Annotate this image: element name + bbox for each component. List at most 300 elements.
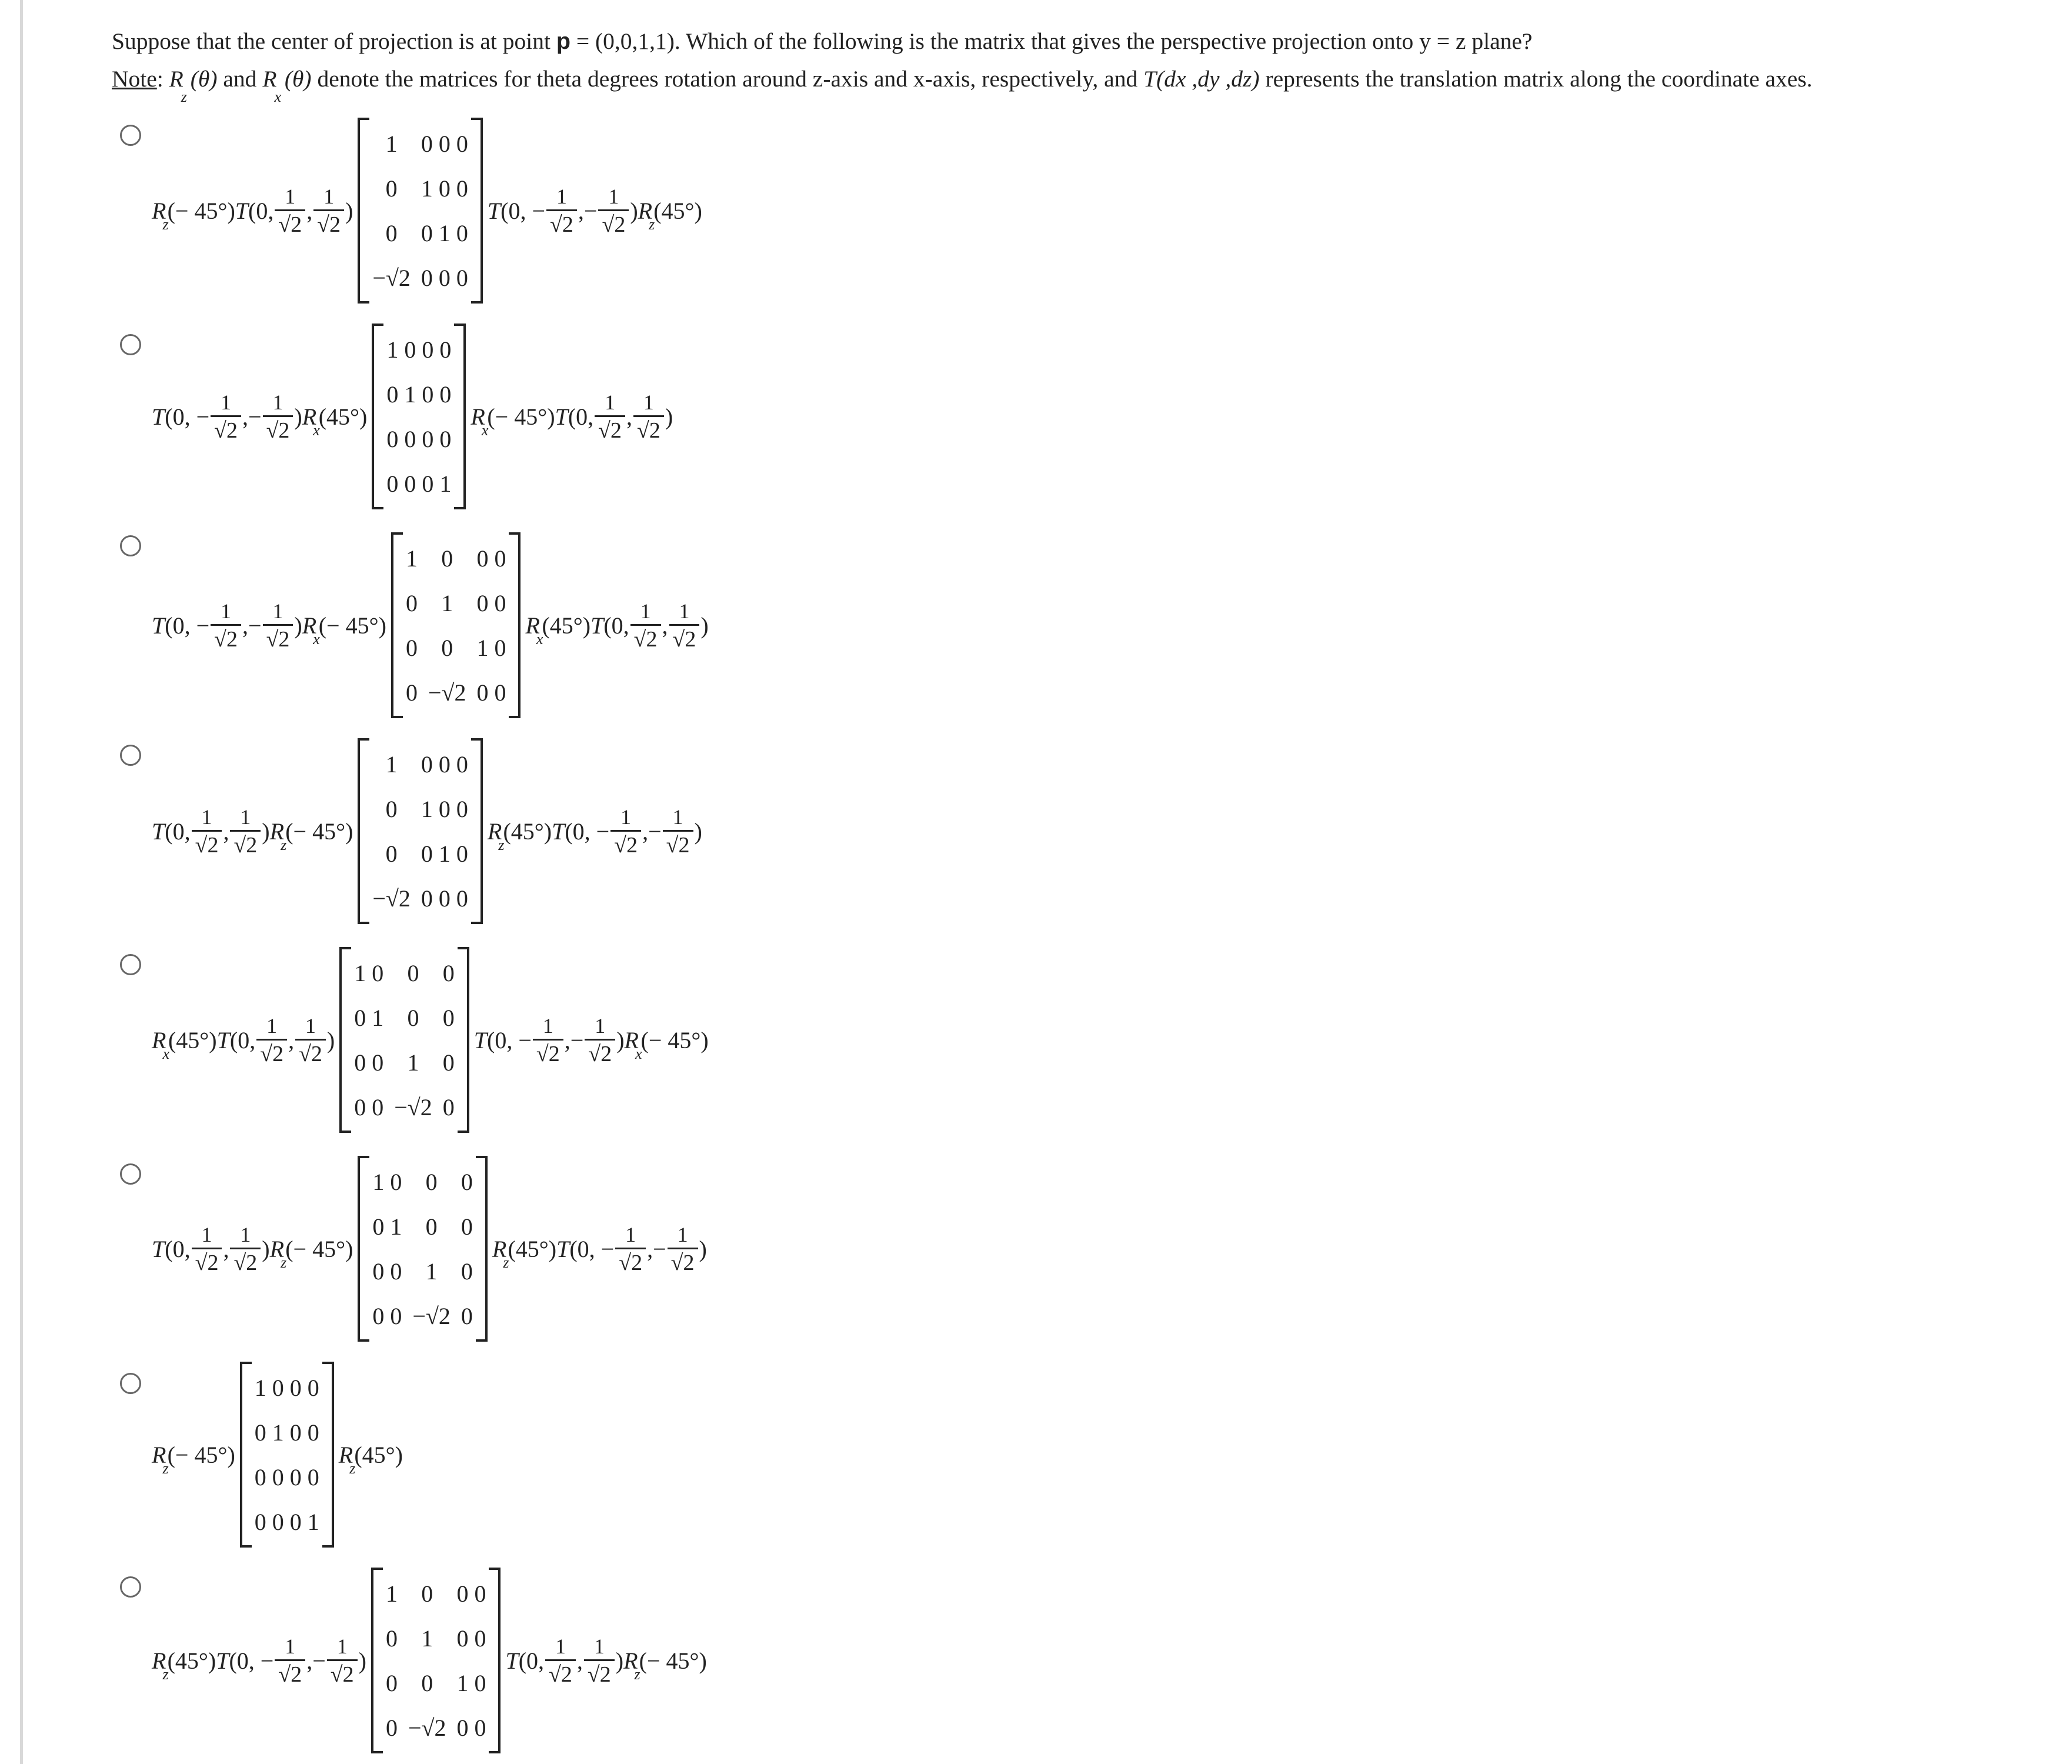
option-expression-b	[152, 324, 673, 509]
rotation-axis-subscript: x	[162, 1045, 169, 1062]
minus-sign: −	[583, 197, 598, 224]
option-radio-e[interactable]	[120, 954, 141, 975]
question-note-line: Note: Rz (θ) and Rx (θ) denote the matrices for theta degrees rotation around z-axis and x-axis, respectively, and T(dx ,dy ,dz) represents the translation matrix along the coordinate axes.	[112, 66, 1813, 105]
matrix-cell: 0 0 0	[421, 264, 468, 291]
translation-term	[556, 1222, 707, 1276]
expression-row	[152, 532, 709, 718]
fraction-denominator	[192, 830, 222, 859]
option-expression-f	[152, 1156, 707, 1342]
rotation-term	[492, 1235, 557, 1271]
rotation-term	[623, 1647, 707, 1683]
fraction-numerator: 1	[266, 1013, 278, 1038]
rotation-axis-subscript: z	[162, 1460, 169, 1477]
rotation-angle: (45°)	[318, 403, 368, 430]
fraction	[295, 1013, 326, 1068]
fraction	[275, 184, 305, 238]
sqrt-radicand: 2	[291, 1662, 302, 1687]
expression-row	[152, 1568, 707, 1753]
rotation-axis-subscript: x	[313, 631, 320, 648]
matrix-cell: 1 0 0	[421, 795, 468, 822]
rotation-symbol: R	[302, 403, 317, 430]
rotation-angle: (45°)	[168, 1026, 217, 1053]
fraction-denominator	[275, 1659, 305, 1688]
fraction	[230, 804, 261, 859]
matrix-cell: −√2	[408, 1714, 446, 1741]
option-expression-a	[152, 118, 702, 304]
rotation-angle: (− 45°)	[640, 1026, 709, 1053]
matrix-cell: 1	[421, 1625, 433, 1652]
fraction-wrap	[614, 1222, 647, 1276]
fraction	[633, 389, 664, 444]
translation-term	[216, 1633, 366, 1688]
fraction	[327, 1633, 358, 1688]
translation-open: (0,	[165, 818, 191, 845]
fraction-denominator	[295, 1039, 326, 1068]
matrix-cell: 0 0 0	[421, 751, 468, 778]
left-border	[20, 0, 23, 1764]
note-label: Note	[112, 66, 157, 92]
matrix-row	[367, 121, 473, 166]
rotation-term	[302, 403, 368, 439]
matrix-cell: 0 0 0 0	[386, 425, 452, 452]
matrix-row	[367, 1249, 478, 1293]
matrix-cell: 0	[425, 1213, 438, 1240]
matrix-cell: 0 0	[354, 1093, 384, 1121]
matrix-table	[381, 327, 456, 506]
sqrt-radicand: 2	[278, 626, 290, 652]
fraction-wrap	[570, 1013, 616, 1068]
translation-term	[488, 184, 638, 238]
fraction-wrap	[209, 389, 242, 444]
matrix-cell: 0 0	[476, 679, 506, 706]
rotation-symbol: R	[624, 1026, 639, 1053]
sqrt-radicand: 2	[646, 626, 658, 652]
option-expression-g	[152, 1362, 403, 1548]
matrix-cell: 1	[407, 1049, 419, 1076]
matrix-table	[249, 1365, 325, 1544]
translation-close: )	[694, 818, 702, 845]
fraction-numerator: 1	[620, 805, 632, 829]
fraction-numerator: 1	[542, 1013, 553, 1038]
matrix-table	[349, 951, 460, 1129]
matrix-cell: 1	[385, 130, 398, 157]
translation-open: (0,	[568, 403, 594, 430]
fraction-wrap	[255, 1013, 288, 1068]
rotation-angle: (− 45°)	[285, 818, 353, 845]
matrix-row	[381, 461, 456, 506]
projection-matrix	[358, 118, 483, 304]
sqrt-sign: √	[214, 418, 226, 443]
matrix-row	[349, 1085, 460, 1129]
sqrt-radicand: 2	[626, 832, 638, 858]
translation-symbol: T	[152, 403, 165, 430]
matrix-row	[381, 1571, 492, 1616]
fraction-numerator: 1	[640, 599, 651, 623]
matrix-row	[367, 831, 473, 876]
projection-matrix	[358, 738, 483, 924]
fraction-wrap	[229, 804, 262, 859]
fraction	[584, 1633, 615, 1688]
rotation-angle: (45°)	[354, 1441, 403, 1468]
minus-sign: −	[570, 1026, 584, 1053]
comma: ,	[223, 818, 229, 845]
question-text	[112, 22, 1813, 105]
expression-row	[152, 1156, 707, 1342]
matrix-cell: −√2	[372, 885, 411, 912]
fraction-denominator	[585, 1039, 615, 1068]
sqrt-sign: √	[195, 1250, 208, 1275]
matrix-table	[367, 121, 473, 300]
rotation-angle: (− 45°)	[318, 612, 386, 639]
minus-sign: −	[648, 818, 662, 845]
rotation-symbol: R	[487, 818, 502, 845]
rotation-axis-subscript: z	[349, 1460, 356, 1477]
matrix-cell: −√2	[394, 1093, 432, 1121]
fraction-numerator: 1	[672, 805, 683, 829]
matrix-cell: 1	[385, 751, 398, 778]
translation-symbol: T	[556, 1235, 570, 1262]
sqrt-radicand: 2	[226, 418, 238, 443]
matrix-cell: 0 0	[456, 1714, 486, 1741]
rotation-axis-subscript: z	[498, 836, 505, 853]
fraction-denominator	[615, 1248, 646, 1276]
matrix-table	[367, 1159, 478, 1338]
fraction-denominator	[192, 1248, 222, 1276]
matrix-cell: 0	[385, 1714, 398, 1741]
comma: ,	[223, 1235, 229, 1262]
fraction-numerator: 1	[336, 1634, 348, 1658]
matrix-cell: 0 0	[476, 589, 506, 616]
fraction-denominator	[275, 209, 305, 238]
fraction-numerator: 1	[221, 599, 232, 623]
translation-close: )	[616, 1026, 625, 1053]
fraction-numerator: 1	[240, 1222, 251, 1246]
fraction-wrap	[312, 184, 345, 238]
fraction-numerator: 1	[285, 184, 296, 208]
option-expression-e	[152, 947, 709, 1133]
fraction-denominator	[230, 830, 261, 859]
option-radio-h[interactable]	[120, 1576, 141, 1598]
translation-symbol: T	[487, 197, 501, 224]
comma: ,	[306, 1647, 313, 1674]
fraction	[630, 598, 661, 653]
fraction-wrap	[248, 598, 294, 653]
matrix-cell: 0	[441, 545, 453, 572]
rotation-angle: (− 45°)	[285, 1235, 353, 1262]
matrix-cell: 0	[407, 1004, 419, 1031]
sqrt-radicand: 2	[329, 212, 341, 237]
fraction-wrap	[629, 598, 662, 653]
fraction	[533, 1013, 563, 1068]
translation-symbol: T	[152, 1235, 165, 1262]
sqrt-sign: √	[260, 1041, 273, 1066]
expression-row	[152, 947, 709, 1133]
fraction	[211, 389, 241, 444]
matrix-cell: 0 0	[456, 1580, 486, 1607]
matrix-cell: 0	[385, 219, 398, 246]
fraction-denominator	[263, 415, 293, 444]
fraction-denominator	[663, 830, 693, 859]
matrix-cell: 0 0	[372, 1302, 402, 1329]
translation-close: )	[262, 1235, 270, 1262]
fraction-denominator	[584, 1659, 615, 1688]
comma: ,	[242, 612, 248, 639]
translation-term	[152, 598, 302, 653]
projection-matrix	[371, 1568, 501, 1753]
rotation-axis-subscript: z	[162, 1666, 169, 1683]
rotation-symbol: R	[152, 197, 166, 224]
projection-matrix	[358, 1156, 488, 1342]
matrix-cell: 1 0 0	[421, 175, 468, 202]
fraction	[263, 598, 293, 653]
fraction-wrap	[191, 804, 223, 859]
matrix-cell: 0 0	[456, 1625, 486, 1652]
matrix-row	[367, 166, 473, 211]
sqrt-sign: √	[266, 626, 279, 652]
sqrt-sign: √	[550, 212, 562, 237]
fraction-denominator	[630, 624, 661, 653]
translation-open: (0,	[229, 1026, 256, 1053]
sqrt-radicand: 2	[649, 418, 660, 443]
sqrt-sign: √	[233, 832, 246, 858]
fraction-numerator: 1	[679, 599, 690, 623]
option-radio-d[interactable]	[120, 745, 141, 766]
fraction	[668, 1222, 698, 1276]
matrix-cell: 0	[441, 634, 453, 661]
matrix-cell: 0 0 0	[421, 885, 468, 912]
matrix-row	[381, 1705, 492, 1750]
fraction-wrap	[273, 184, 306, 238]
fraction-denominator	[595, 415, 625, 444]
matrix-cell: 0	[461, 1213, 473, 1240]
matrix-cell: 0 0 0 1	[254, 1508, 319, 1535]
matrix-cell: 0	[405, 679, 418, 706]
projection-matrix	[372, 324, 466, 509]
fraction	[263, 389, 293, 444]
translation-close: )	[700, 612, 709, 639]
matrix-cell: 0	[425, 1168, 438, 1195]
minus-sign: −	[312, 1647, 326, 1674]
matrix-row	[401, 670, 512, 715]
sqrt-radicand: 2	[246, 1250, 258, 1275]
option-radio-g[interactable]	[120, 1373, 141, 1394]
fraction-numerator: 1	[593, 1634, 605, 1658]
sqrt-sign: √	[214, 626, 226, 652]
matrix-row	[381, 1660, 492, 1705]
fraction-wrap	[209, 598, 242, 653]
fraction-numerator: 1	[625, 1222, 636, 1246]
rotation-term	[152, 1647, 216, 1683]
translation-open: (0,	[165, 1235, 191, 1262]
translation-open: (0, −	[501, 197, 546, 224]
rotation-symbol: R	[492, 1235, 507, 1262]
rotation-angle: (− 45°)	[639, 1647, 707, 1674]
fraction-wrap	[248, 389, 294, 444]
option-radio-b[interactable]	[120, 334, 141, 355]
fraction	[192, 804, 222, 859]
rotation-axis-subscript: z	[634, 1666, 640, 1683]
comma: ,	[642, 818, 649, 845]
sqrt-sign: √	[278, 212, 291, 237]
fraction-denominator	[313, 209, 344, 238]
matrix-cell: 0 0	[476, 545, 506, 572]
fraction	[256, 1013, 287, 1068]
matrix-row	[367, 786, 473, 831]
sqrt-radicand: 2	[278, 418, 290, 443]
matrix-row	[349, 995, 460, 1040]
sqrt-radicand: 2	[311, 1041, 322, 1066]
rotation-symbol: R	[623, 1647, 638, 1674]
expression-row	[152, 324, 673, 509]
matrix-row	[367, 1159, 478, 1204]
fraction	[669, 598, 700, 653]
fraction	[598, 184, 629, 238]
translation-close: )	[665, 403, 673, 430]
matrix-cell: 0	[421, 1669, 433, 1696]
rotation-axis-subscript: z	[649, 216, 655, 233]
translation-symbol: T	[555, 403, 568, 430]
translation-close: )	[699, 1235, 707, 1262]
option-expression-d	[152, 738, 702, 924]
matrix-cell: 0 1	[354, 1004, 384, 1031]
fraction-numerator: 1	[285, 1634, 296, 1658]
matrix-row	[249, 1365, 325, 1410]
fraction-denominator	[610, 830, 641, 859]
fraction-wrap	[532, 1013, 565, 1068]
sqrt-sign: √	[602, 212, 615, 237]
fraction	[615, 1222, 646, 1276]
rotation-term	[338, 1441, 403, 1477]
comma: ,	[647, 1235, 653, 1262]
translation-symbol: T	[152, 612, 165, 639]
matrix-cell: 0	[385, 1625, 398, 1652]
fraction-denominator	[545, 1659, 576, 1688]
matrix-cell: 1 0	[372, 1168, 402, 1195]
translation-term	[474, 1013, 625, 1068]
translation-symbol: T	[216, 1026, 230, 1053]
matrix-row	[367, 1204, 478, 1249]
matrix-cell: 0 0	[372, 1258, 402, 1285]
matrix-cell: 0	[442, 1093, 455, 1121]
fraction-numerator: 1	[323, 184, 335, 208]
sqrt-sign: √	[536, 1041, 549, 1066]
matrix-cell: 0	[385, 840, 398, 867]
comma: ,	[662, 612, 668, 639]
translation-symbol: T	[216, 1647, 229, 1674]
fraction-denominator	[598, 209, 629, 238]
matrix-cell: 0 1 0 0	[386, 381, 452, 408]
rotation-angle: (− 45°)	[167, 197, 235, 224]
sqrt-sign: √	[672, 626, 685, 652]
fraction-numerator: 1	[305, 1013, 316, 1038]
option-radio-f[interactable]	[120, 1163, 141, 1185]
fraction-wrap	[312, 1633, 358, 1688]
rotation-term	[302, 612, 386, 648]
option-radio-a[interactable]	[120, 125, 141, 146]
sqrt-radicand: 2	[600, 1041, 612, 1066]
matrix-cell: 0	[461, 1168, 473, 1195]
matrix-cell: 0 1 0	[421, 219, 468, 246]
matrix-row	[401, 536, 512, 581]
sqrt-radicand: 2	[610, 418, 622, 443]
fraction-numerator: 1	[221, 390, 232, 414]
fraction	[663, 804, 693, 859]
rotation-axis-subscript: z	[503, 1254, 509, 1271]
rotation-term	[269, 1235, 353, 1271]
fraction-wrap	[609, 804, 642, 859]
expression-row	[152, 1362, 403, 1548]
matrix-row	[367, 742, 473, 786]
matrix-row	[349, 1040, 460, 1085]
comma: ,	[578, 197, 584, 224]
comma: ,	[288, 1026, 295, 1053]
matrix-row	[381, 327, 456, 372]
matrix-cell: 0 0 0 0	[254, 1463, 319, 1490]
rotation-axis-subscript: x	[481, 422, 489, 439]
rotation-term	[152, 197, 235, 233]
sqrt-radicand: 2	[226, 626, 238, 652]
rotation-term	[525, 612, 591, 648]
fraction-denominator	[633, 415, 664, 444]
projection-matrix	[339, 947, 469, 1133]
translation-symbol: T	[552, 818, 565, 845]
matrix-table	[401, 536, 512, 715]
option-radio-c[interactable]	[120, 535, 141, 556]
sqrt-sign: √	[670, 1250, 683, 1275]
rotation-term	[624, 1026, 709, 1062]
option-expression-c	[152, 532, 709, 718]
fraction-denominator	[256, 1039, 287, 1068]
rotation-term	[152, 1441, 235, 1477]
translation-open: (0,	[518, 1647, 545, 1674]
translation-close: )	[345, 197, 353, 224]
question-line-1: Suppose that the center of projection is at point p = (0,0,1,1). Which of the following is the matrix that gives the perspective projection onto y = z plane?	[112, 28, 1533, 54]
fraction	[192, 1222, 222, 1276]
matrix-cell: 0 0	[354, 1049, 384, 1076]
minus-sign: −	[248, 403, 262, 430]
translation-term	[152, 804, 270, 859]
sqrt-radicand: 2	[207, 832, 219, 858]
matrix-table	[367, 742, 473, 921]
translation-term	[555, 389, 673, 444]
rotation-term	[152, 1026, 217, 1062]
fraction-wrap	[191, 1222, 223, 1276]
matrix-cell: 1	[425, 1258, 438, 1285]
rotation-axis-subscript: x	[635, 1045, 642, 1062]
matrix-cell: 1	[385, 1580, 398, 1607]
sqrt-radicand: 2	[207, 1250, 219, 1275]
rotation-symbol: R	[471, 403, 485, 430]
translation-symbol: T	[152, 818, 165, 845]
matrix-cell: 1 0	[476, 634, 506, 661]
projection-matrix	[240, 1362, 334, 1548]
translation-close: )	[262, 818, 270, 845]
sqrt-sign: √	[633, 626, 646, 652]
fraction-numerator: 1	[556, 184, 567, 208]
matrix-row	[367, 211, 473, 255]
matrix-row	[349, 951, 460, 995]
sqrt-sign: √	[317, 212, 330, 237]
translation-term	[152, 389, 302, 444]
matrix-row	[381, 372, 456, 416]
sqrt-radicand: 2	[548, 1041, 560, 1066]
comma: ,	[576, 1647, 583, 1674]
rotation-symbol: R	[525, 612, 540, 639]
translation-term	[552, 804, 702, 859]
matrix-cell: 0	[405, 634, 418, 661]
matrix-cell: −√2	[428, 679, 466, 706]
rotation-symbol: R	[638, 197, 653, 224]
